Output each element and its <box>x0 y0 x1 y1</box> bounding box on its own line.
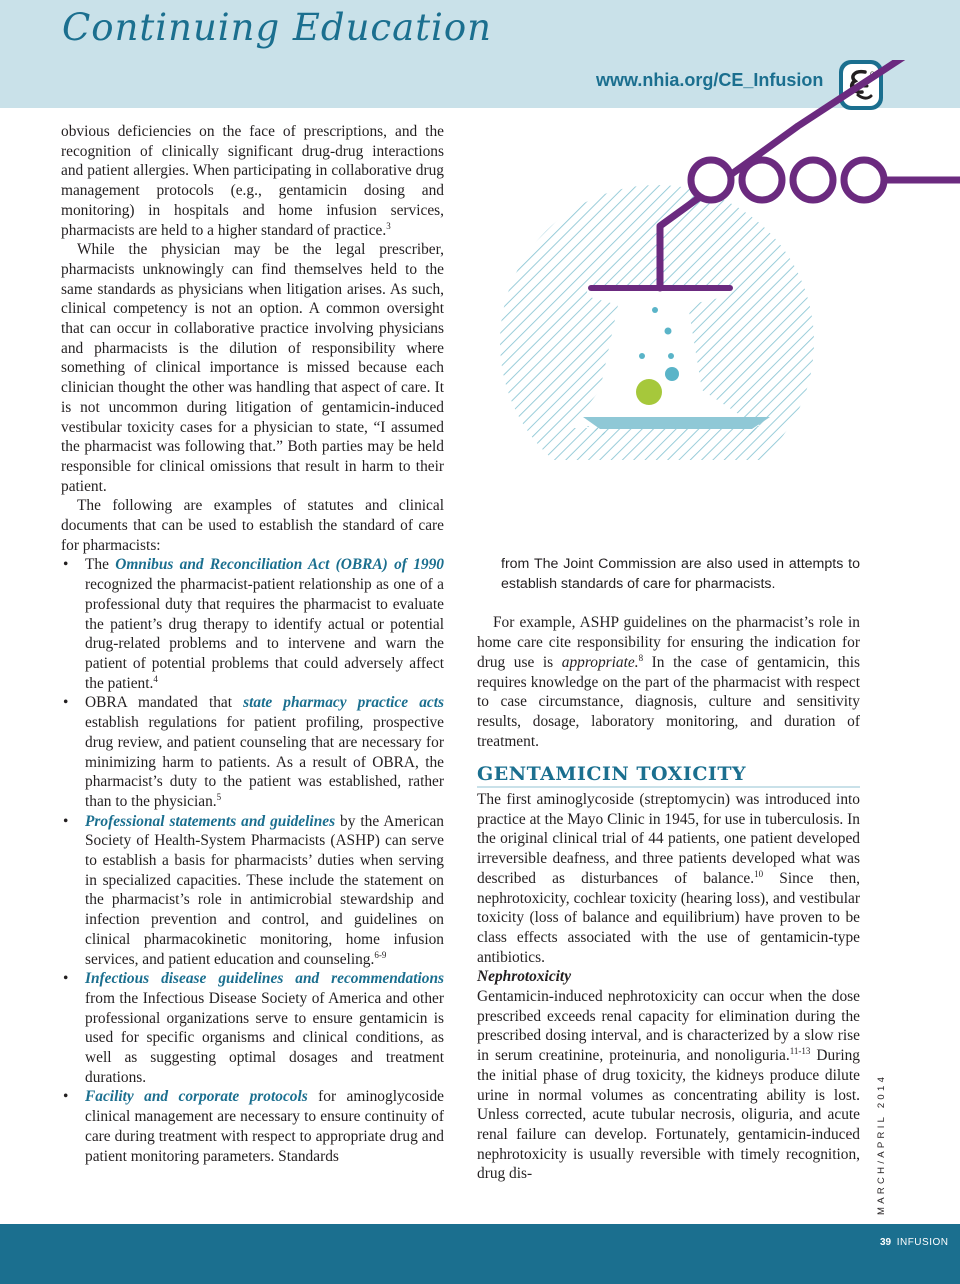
flask-illustration <box>490 60 960 460</box>
list-item-link[interactable]: Facility and corporate protocols <box>85 1088 308 1106</box>
list-item-link[interactable]: state pharmacy practice acts <box>243 694 444 712</box>
green-bubble <box>636 379 662 405</box>
paragraph: The following are examples of statutes and clinical documents that can be used to establish the standard of care for pharmacists: <box>61 497 444 554</box>
list-item-link[interactable]: Professional statements and guidelines <box>85 812 336 830</box>
page-footer <box>0 1224 960 1284</box>
list-item: • OBRA mandated that state pharmacy practice acts establish regulations for patient profiling, prospective drug review, and patient counseling that are necessary for minimizing harm to patients. As a result of OBRA, the pharmacist’s duty to the patient was established, rather than to the physician.$^5$ <box>61 693 444 811</box>
paragraph: For example, ASHP guidelines on the pharmacist’s role in home care cite responsibility for ensuring the indication for drug use is appropriate.$^8$ In the case of gentamicin, this requires knowledge on the part of the pharmacist with respect to case circumstance, diagnosis, culture and sensitivity results, dosage, laboratory monitoring, and duration of treatment. <box>477 614 860 750</box>
right-column <box>477 555 860 1184</box>
logo-text: CE <box>870 72 879 78</box>
blue-bubble <box>665 367 679 381</box>
issue-date: MARCH/APRIL 2014 <box>876 1073 887 1215</box>
standards-list <box>61 555 444 1166</box>
paragraph: Gentamicin-induced nephrotoxicity can occur when the dose prescribed exceeds renal capacity for elimination during the prescribed dosing interval, and is characterized by a slow rise in serum creatinine, proteinuria, and nonoliguria.$^{11-13}$ During the initial phase of drug toxicity, the kidneys produce dilute urine in normal volumes as concentrating ability is lost. Unless corrected, acute tubular necrosis, oliguria, and acute renal failure can develop. Fortunately, gentamicin-induced nephrotoxicity is usually reversible with timely recognition, drug dis- <box>477 988 860 1183</box>
page-number: 39 <box>880 1237 892 1248</box>
list-item: • Facility and corporate protocols for aminoglycoside clinical management are necessary to ensure continuity of care during treatment with respect to appropriate drug and patient monitoring parameters. Standards <box>61 1087 444 1166</box>
page-number-line <box>880 1237 948 1248</box>
list-continuation: from The Joint Commission are also used in attempts to establish standards of care for pharmacists. <box>501 556 860 592</box>
magazine-name: INFUSION <box>896 1237 949 1248</box>
list-item: • The Omnibus and Reconciliation Act (OBRA) of 1990 recognized the pharmacist-patient relationship as one of a professional duty that requires the pharmacist to evaluate the patient’s drug therapy to identify actual or potential drug-related problems and to intervene and warn the patient of potential problems that could adversely affect the patient.$^4$ <box>61 555 444 693</box>
left-column <box>61 122 444 1166</box>
list-item-link[interactable]: Infectious disease guidelines and recommendations <box>85 970 444 988</box>
paragraph: The first aminoglycoside (streptomycin) was introduced into practice at the Mayo Clinic in 1945, for use in tuberculosis. In the original clinical trial of 44 patients, one patient developed irreversible deafness, and three patients developed what was described as disturbances of balance.$^{10}$ Since then, nephrotoxicity, cochlear toxicity (hearing loss), and vestibular toxicity (loss of balance and equilibrium) have proven to be class effects associated with the use of gentamicin-type antibiotics. <box>477 791 860 966</box>
paragraph: obvious deficiencies on the face of prescriptions, and the recognition of clinically significant drug-drug interactions and patient allergies. When participating in collaborative drug management protocols (e.g., gentamicin dosing and monitoring) in hospitals and home infusion services, pharmacists are held to a higher standard of practice.$^3$ <box>61 123 444 239</box>
website-link[interactable]: www.nhia.org/CE_Infusion <box>596 70 824 90</box>
subheading: Nephrotoxicity <box>477 968 572 986</box>
section-heading: GENTAMICIN TOXICITY <box>477 765 860 788</box>
list-item: • Professional statements and guidelines by the American Society of Health-System Pharmacists (ASHP) can serve to establish a basis for pharmacists’ duties when serving in specialized capacities. These include the statement on the pharmacist’s role in antimicrobial stewardship and infection prevention and control, and guidelines on clinical pharmacokinetic monitoring, home infusion services, and patient education and counseling.$^{6-9}$ <box>61 812 444 970</box>
list-item: • Infectious disease guidelines and recommendations from the Infectious Disease Society of America and other professional organizations serve to ensure gentamicin is used for specific organisms and clinical conditions, as well as suggesting optimal dosages and treatment durations. <box>61 969 444 1087</box>
paragraph: While the physician may be the legal prescriber, pharmacists unknowingly can find themselves held to the same standards as physicians when litigation arises. As such, clinical competency is not an option. A common oversight that can occur in collaborative practice involving physicians and pharmacists is the dilution of responsibility where something of clinical importance is missed because each clinician thought the other was handling that aspect of care. It is not uncommon during litigation of gentamicin-induced vestibular toxicity cases for a physician to state, “I assumed the pharmacist was following that.” Both parties may be held responsible for clinical omissions that result in harm to their patient. <box>61 241 444 495</box>
section-title: Continuing Education <box>62 6 492 49</box>
list-item-link[interactable]: Omnibus and Reconciliation Act (OBRA) of 1990 <box>115 556 444 574</box>
